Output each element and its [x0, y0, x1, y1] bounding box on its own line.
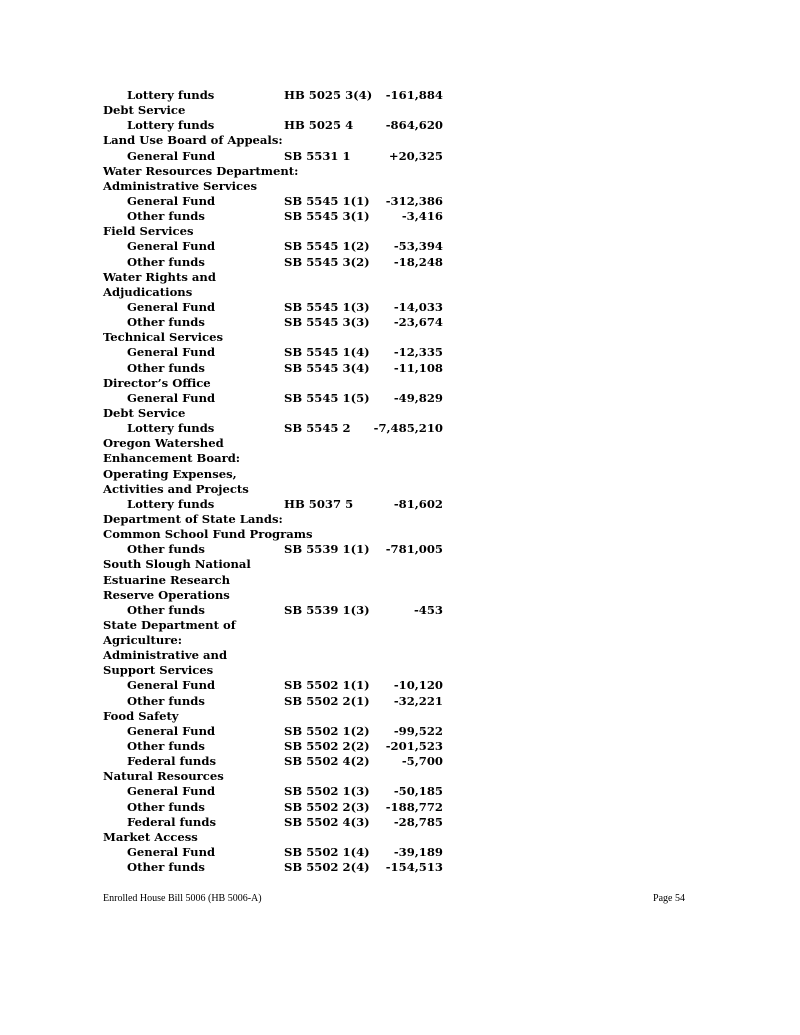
amount: -10,120 [393, 678, 443, 693]
table-row [103, 603, 443, 618]
table-row [103, 860, 443, 875]
section-heading [103, 557, 443, 572]
table-row [103, 315, 443, 330]
section-heading [103, 103, 443, 118]
heading-label: Oregon Watershed [103, 436, 224, 451]
heading-label: Department of State Lands: [103, 511, 283, 526]
amount: -11,108 [393, 360, 443, 375]
bill-reference: SB 5502 4(3) [284, 814, 370, 829]
amount: -201,523 [385, 739, 443, 754]
heading-label: Support Services [103, 663, 214, 678]
table-row [103, 845, 443, 860]
heading-label: Estuarine Research [103, 572, 231, 587]
table-row [103, 724, 443, 739]
table-row [103, 361, 443, 376]
footer-bill-title: Enrolled House Bill 5006 (HB 5006-A) [103, 893, 262, 904]
section-heading [103, 830, 443, 845]
heading-label: Technical Services [103, 330, 223, 345]
table-row [103, 542, 443, 557]
table-row [103, 118, 443, 133]
fund-label: General Fund [127, 784, 216, 799]
footer-page-number: Page 54 [653, 893, 685, 904]
heading-label: Agriculture: [103, 633, 183, 648]
section-heading [103, 663, 443, 678]
fund-label: Lottery funds [127, 496, 215, 511]
section-heading [103, 512, 443, 527]
bill-reference: SB 5545 1(1) [284, 193, 370, 208]
table-row [103, 784, 443, 799]
table-row [103, 739, 443, 754]
heading-label: Administrative Services [103, 178, 257, 193]
bill-reference: HB 5037 5 [284, 496, 354, 511]
heading-label: Land Use Board of Appeals: [103, 133, 283, 148]
section-heading [103, 467, 443, 482]
bill-reference: SB 5502 2(2) [284, 739, 370, 754]
fund-label: General Fund [127, 193, 216, 208]
section-heading [103, 179, 443, 194]
bill-reference: SB 5545 1(3) [284, 299, 370, 314]
fund-label: Other funds [127, 254, 205, 269]
bill-reference: SB 5545 3(3) [284, 315, 370, 330]
heading-label: Field Services [103, 224, 194, 239]
amount: +20,325 [388, 148, 443, 163]
table-row [103, 391, 443, 406]
heading-label: Debt Service [103, 103, 186, 118]
bill-reference: SB 5502 2(4) [284, 860, 370, 875]
amount: -99,522 [393, 723, 443, 738]
section-heading [103, 224, 443, 239]
table-row [103, 694, 443, 709]
bill-reference: SB 5545 1(2) [284, 239, 370, 254]
fund-label: General Fund [127, 299, 216, 314]
fund-label: General Fund [127, 148, 216, 163]
table-row [103, 194, 443, 209]
amount: -23,674 [393, 315, 443, 330]
table-row [103, 800, 443, 815]
section-heading [103, 133, 443, 148]
section-heading [103, 406, 443, 421]
fund-label: General Fund [127, 390, 216, 405]
amount: -7,485,210 [373, 421, 443, 436]
budget-table [103, 88, 443, 875]
fund-label: Federal funds [127, 754, 216, 769]
amount: -81,602 [393, 496, 443, 511]
bill-reference: HB 5025 4 [284, 118, 354, 133]
heading-label: Activities and Projects [103, 481, 249, 496]
heading-label: Market Access [103, 829, 198, 844]
fund-label: Other funds [127, 693, 205, 708]
fund-label: General Fund [127, 239, 216, 254]
section-heading [103, 482, 443, 497]
bill-reference: SB 5545 3(4) [284, 360, 370, 375]
section-heading [103, 648, 443, 663]
fund-label: Lottery funds [127, 421, 215, 436]
table-row [103, 815, 443, 830]
heading-label: Administrative and [103, 648, 228, 663]
fund-label: Other funds [127, 799, 205, 814]
amount: -188,772 [385, 799, 443, 814]
amount: -3,416 [401, 209, 443, 224]
heading-label: State Department of [103, 617, 236, 632]
amount: -5,700 [401, 754, 443, 769]
table-row [103, 209, 443, 224]
amount: -12,335 [393, 345, 443, 360]
section-heading [103, 330, 443, 345]
fund-label: General Fund [127, 845, 216, 860]
section-heading [103, 451, 443, 466]
fund-label: Lottery funds [127, 88, 215, 102]
bill-reference: SB 5545 3(1) [284, 209, 370, 224]
heading-label: Food Safety [103, 708, 179, 723]
fund-label: General Fund [127, 678, 216, 693]
fund-label: Other funds [127, 739, 205, 754]
amount: -781,005 [385, 542, 443, 557]
fund-label: Other funds [127, 360, 205, 375]
amount: -154,513 [385, 860, 443, 875]
amount: -18,248 [393, 254, 443, 269]
bill-reference: SB 5545 1(4) [284, 345, 370, 360]
section-heading [103, 588, 443, 603]
heading-label: Operating Expenses, [103, 466, 237, 481]
section-heading [103, 573, 443, 588]
table-row [103, 497, 443, 512]
heading-label: Debt Service [103, 405, 186, 420]
amount: -53,394 [393, 239, 443, 254]
amount: -50,185 [393, 784, 443, 799]
heading-label: Reserve Operations [103, 587, 230, 602]
amount: -28,785 [393, 814, 443, 829]
table-row [103, 149, 443, 164]
bill-reference: SB 5539 1(3) [284, 602, 370, 617]
page-footer [103, 893, 685, 904]
table-row [103, 239, 443, 254]
fund-label: Federal funds [127, 814, 216, 829]
fund-label: Other funds [127, 602, 205, 617]
section-heading [103, 285, 443, 300]
heading-label: Adjudications [103, 284, 193, 299]
fund-label: Other funds [127, 860, 205, 875]
section-heading [103, 769, 443, 784]
fund-label: Lottery funds [127, 118, 215, 133]
bill-reference: SB 5502 4(2) [284, 754, 370, 769]
amount: -864,620 [385, 118, 443, 133]
section-heading [103, 376, 443, 391]
section-heading [103, 618, 443, 633]
amount: -14,033 [393, 299, 443, 314]
bill-reference: SB 5502 1(2) [284, 723, 370, 738]
bill-reference: SB 5502 2(3) [284, 799, 370, 814]
amount: -32,221 [393, 693, 443, 708]
fund-label: Other funds [127, 209, 205, 224]
amount: -161,884 [385, 88, 443, 102]
bill-reference: SB 5502 1(4) [284, 845, 370, 860]
section-heading [103, 270, 443, 285]
section-heading [103, 709, 443, 724]
heading-label: Water Rights and [103, 269, 216, 284]
bill-reference: SB 5545 2 [284, 421, 351, 436]
table-row [103, 678, 443, 693]
section-heading [103, 527, 443, 542]
bill-reference: HB 5025 3(4) [284, 88, 373, 102]
table-row [103, 88, 443, 103]
fund-label: General Fund [127, 723, 216, 738]
bill-reference: SB 5545 3(2) [284, 254, 370, 269]
heading-label: Common School Fund Programs [103, 527, 313, 542]
heading-label: Director’s Office [103, 375, 211, 390]
bill-reference: SB 5545 1(5) [284, 390, 370, 405]
table-row [103, 255, 443, 270]
section-heading [103, 436, 443, 451]
amount: -312,386 [385, 193, 443, 208]
heading-label: Water Resources Department: [103, 163, 299, 178]
table-row [103, 345, 443, 360]
fund-label: Other funds [127, 542, 205, 557]
fund-label: General Fund [127, 345, 216, 360]
bill-reference: SB 5502 2(1) [284, 693, 370, 708]
bill-reference: SB 5531 1 [284, 148, 351, 163]
bill-reference: SB 5539 1(1) [284, 542, 370, 557]
amount: -49,829 [393, 390, 443, 405]
amount: -39,189 [393, 845, 443, 860]
heading-label: Enhancement Board: [103, 451, 241, 466]
amount: -453 [413, 602, 443, 617]
section-heading [103, 164, 443, 179]
bill-reference: SB 5502 1(1) [284, 678, 370, 693]
heading-label: South Slough National [103, 557, 251, 572]
fund-label: Other funds [127, 315, 205, 330]
table-row [103, 421, 443, 436]
heading-label: Natural Resources [103, 769, 224, 784]
section-heading [103, 633, 443, 648]
table-row [103, 300, 443, 315]
bill-reference: SB 5502 1(3) [284, 784, 370, 799]
table-row [103, 754, 443, 769]
